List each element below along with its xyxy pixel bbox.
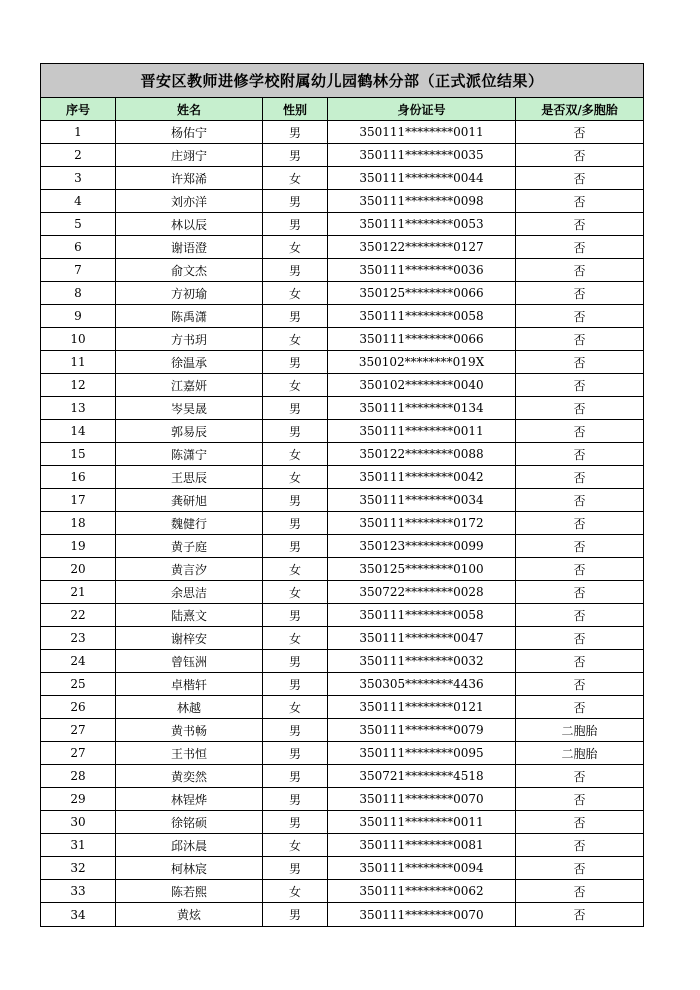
cell-index: 13 xyxy=(41,397,116,420)
cell-index: 29 xyxy=(41,788,116,811)
cell-gender: 男 xyxy=(263,788,328,811)
table-row xyxy=(41,190,644,213)
cell-gender: 男 xyxy=(263,512,328,535)
cell-name: 黄炫 xyxy=(116,903,263,927)
table-row xyxy=(41,397,644,420)
cell-id-card: 350125********0066 xyxy=(328,282,516,305)
cell-index: 32 xyxy=(41,857,116,880)
cell-id-card: 350111********0035 xyxy=(328,144,516,167)
cell-twins: 否 xyxy=(516,282,644,305)
table-row xyxy=(41,144,644,167)
cell-id-card: 350111********0058 xyxy=(328,305,516,328)
table-row xyxy=(41,420,644,443)
cell-gender: 男 xyxy=(263,121,328,144)
table-row xyxy=(41,719,644,742)
cell-gender: 男 xyxy=(263,857,328,880)
cell-twins: 否 xyxy=(516,466,644,489)
header-gender: 性别 xyxy=(263,98,328,121)
cell-index: 1 xyxy=(41,121,116,144)
cell-name: 方初瑜 xyxy=(116,282,263,305)
cell-index: 17 xyxy=(41,489,116,512)
cell-gender: 男 xyxy=(263,190,328,213)
table-row xyxy=(41,282,644,305)
cell-twins: 否 xyxy=(516,167,644,190)
cell-name: 林以辰 xyxy=(116,213,263,236)
cell-id-card: 350722********0028 xyxy=(328,581,516,604)
table-row xyxy=(41,604,644,627)
cell-index: 11 xyxy=(41,351,116,374)
header-twins: 是否双/多胞胎 xyxy=(516,98,644,121)
cell-index: 6 xyxy=(41,236,116,259)
table-row xyxy=(41,305,644,328)
cell-gender: 男 xyxy=(263,535,328,558)
cell-name: 许郑浠 xyxy=(116,167,263,190)
cell-index: 33 xyxy=(41,880,116,903)
cell-gender: 男 xyxy=(263,903,328,927)
cell-name: 谢语澄 xyxy=(116,236,263,259)
table-row xyxy=(41,673,644,696)
cell-twins: 否 xyxy=(516,259,644,282)
header-id-card: 身份证号 xyxy=(328,98,516,121)
cell-name: 王思辰 xyxy=(116,466,263,489)
cell-name: 魏健行 xyxy=(116,512,263,535)
table-row xyxy=(41,443,644,466)
cell-name: 方书玥 xyxy=(116,328,263,351)
cell-index: 4 xyxy=(41,190,116,213)
table-row xyxy=(41,351,644,374)
table-row xyxy=(41,903,644,927)
placement-table xyxy=(40,63,644,927)
cell-name: 柯林宸 xyxy=(116,857,263,880)
cell-index: 28 xyxy=(41,765,116,788)
cell-index: 12 xyxy=(41,374,116,397)
table-row xyxy=(41,167,644,190)
cell-index: 14 xyxy=(41,420,116,443)
table-body xyxy=(41,121,644,927)
cell-gender: 男 xyxy=(263,144,328,167)
cell-gender: 男 xyxy=(263,650,328,673)
cell-gender: 女 xyxy=(263,696,328,719)
cell-gender: 男 xyxy=(263,213,328,236)
cell-index: 26 xyxy=(41,696,116,719)
table-row xyxy=(41,535,644,558)
cell-id-card: 350111********0172 xyxy=(328,512,516,535)
cell-name: 杨佑宁 xyxy=(116,121,263,144)
cell-name: 陆熹文 xyxy=(116,604,263,627)
cell-index: 22 xyxy=(41,604,116,627)
cell-id-card: 350111********0042 xyxy=(328,466,516,489)
cell-gender: 男 xyxy=(263,742,328,765)
cell-twins: 否 xyxy=(516,351,644,374)
header-name: 姓名 xyxy=(116,98,263,121)
cell-id-card: 350111********0044 xyxy=(328,167,516,190)
cell-id-card: 350111********0134 xyxy=(328,397,516,420)
cell-name: 黄奕然 xyxy=(116,765,263,788)
cell-id-card: 350111********0062 xyxy=(328,880,516,903)
cell-index: 8 xyxy=(41,282,116,305)
cell-name: 徐铭硕 xyxy=(116,811,263,834)
cell-name: 卓楷轩 xyxy=(116,673,263,696)
cell-id-card: 350111********0070 xyxy=(328,788,516,811)
cell-twins: 二胞胎 xyxy=(516,719,644,742)
cell-id-card: 350111********0047 xyxy=(328,627,516,650)
cell-gender: 女 xyxy=(263,443,328,466)
cell-id-card: 350111********0081 xyxy=(328,834,516,857)
cell-index: 27 xyxy=(41,742,116,765)
cell-id-card: 350111********0098 xyxy=(328,190,516,213)
cell-id-card: 350102********019X xyxy=(328,351,516,374)
cell-twins: 否 xyxy=(516,857,644,880)
cell-name: 林越 xyxy=(116,696,263,719)
cell-gender: 女 xyxy=(263,558,328,581)
cell-gender: 女 xyxy=(263,236,328,259)
table-row xyxy=(41,466,644,489)
cell-gender: 女 xyxy=(263,581,328,604)
cell-twins: 否 xyxy=(516,374,644,397)
table-row xyxy=(41,374,644,397)
table-row xyxy=(41,788,644,811)
cell-twins: 否 xyxy=(516,604,644,627)
table-row xyxy=(41,696,644,719)
table-row xyxy=(41,328,644,351)
table-row xyxy=(41,650,644,673)
cell-id-card: 350111********0053 xyxy=(328,213,516,236)
cell-name: 江嘉妍 xyxy=(116,374,263,397)
table-row xyxy=(41,765,644,788)
cell-id-card: 350111********0095 xyxy=(328,742,516,765)
cell-index: 19 xyxy=(41,535,116,558)
cell-gender: 女 xyxy=(263,328,328,351)
cell-id-card: 350111********0070 xyxy=(328,903,516,927)
cell-id-card: 350111********0036 xyxy=(328,259,516,282)
cell-index: 27 xyxy=(41,719,116,742)
cell-id-card: 350111********0032 xyxy=(328,650,516,673)
cell-name: 陈若熙 xyxy=(116,880,263,903)
cell-id-card: 350122********0127 xyxy=(328,236,516,259)
cell-name: 黄书畅 xyxy=(116,719,263,742)
cell-index: 2 xyxy=(41,144,116,167)
cell-twins: 否 xyxy=(516,535,644,558)
table-row xyxy=(41,558,644,581)
cell-id-card: 350122********0088 xyxy=(328,443,516,466)
cell-twins: 否 xyxy=(516,834,644,857)
cell-twins: 否 xyxy=(516,213,644,236)
cell-index: 9 xyxy=(41,305,116,328)
cell-gender: 男 xyxy=(263,673,328,696)
cell-twins: 否 xyxy=(516,121,644,144)
cell-index: 10 xyxy=(41,328,116,351)
cell-twins: 否 xyxy=(516,627,644,650)
cell-index: 31 xyxy=(41,834,116,857)
cell-id-card: 350721********4518 xyxy=(328,765,516,788)
cell-name: 庄翊宁 xyxy=(116,144,263,167)
cell-name: 徐温承 xyxy=(116,351,263,374)
cell-twins: 否 xyxy=(516,788,644,811)
cell-id-card: 350102********0040 xyxy=(328,374,516,397)
table-row xyxy=(41,742,644,765)
cell-gender: 女 xyxy=(263,880,328,903)
cell-twins: 否 xyxy=(516,581,644,604)
cell-index: 18 xyxy=(41,512,116,535)
cell-twins: 否 xyxy=(516,443,644,466)
cell-twins: 否 xyxy=(516,305,644,328)
cell-name: 黄子庭 xyxy=(116,535,263,558)
cell-id-card: 350111********0034 xyxy=(328,489,516,512)
cell-twins: 否 xyxy=(516,811,644,834)
cell-twins: 否 xyxy=(516,880,644,903)
cell-id-card: 350123********0099 xyxy=(328,535,516,558)
cell-twins: 否 xyxy=(516,489,644,512)
cell-twins: 否 xyxy=(516,512,644,535)
cell-gender: 女 xyxy=(263,374,328,397)
cell-twins: 否 xyxy=(516,420,644,443)
cell-name: 邱沐晨 xyxy=(116,834,263,857)
cell-name: 郭易辰 xyxy=(116,420,263,443)
cell-gender: 男 xyxy=(263,489,328,512)
cell-name: 岑昊晟 xyxy=(116,397,263,420)
cell-index: 34 xyxy=(41,903,116,927)
cell-name: 俞文杰 xyxy=(116,259,263,282)
cell-id-card: 350111********0011 xyxy=(328,811,516,834)
cell-twins: 否 xyxy=(516,397,644,420)
cell-name: 王书恒 xyxy=(116,742,263,765)
table-row xyxy=(41,857,644,880)
cell-name: 陈禹潇 xyxy=(116,305,263,328)
cell-id-card: 350111********0011 xyxy=(328,121,516,144)
cell-gender: 男 xyxy=(263,259,328,282)
cell-id-card: 350305********4436 xyxy=(328,673,516,696)
cell-twins: 否 xyxy=(516,236,644,259)
cell-gender: 女 xyxy=(263,167,328,190)
cell-twins: 否 xyxy=(516,673,644,696)
cell-gender: 女 xyxy=(263,834,328,857)
cell-index: 23 xyxy=(41,627,116,650)
cell-twins: 否 xyxy=(516,144,644,167)
cell-name: 刘亦洋 xyxy=(116,190,263,213)
cell-twins: 否 xyxy=(516,765,644,788)
cell-gender: 男 xyxy=(263,397,328,420)
cell-twins: 否 xyxy=(516,650,644,673)
cell-twins: 否 xyxy=(516,328,644,351)
cell-gender: 男 xyxy=(263,604,328,627)
table-row xyxy=(41,213,644,236)
table-row xyxy=(41,581,644,604)
cell-twins: 否 xyxy=(516,190,644,213)
cell-index: 5 xyxy=(41,213,116,236)
cell-twins: 否 xyxy=(516,558,644,581)
table-row xyxy=(41,236,644,259)
cell-name: 谢梓安 xyxy=(116,627,263,650)
cell-twins: 二胞胎 xyxy=(516,742,644,765)
cell-index: 7 xyxy=(41,259,116,282)
cell-index: 25 xyxy=(41,673,116,696)
header-row xyxy=(41,98,644,121)
table-row xyxy=(41,627,644,650)
cell-index: 20 xyxy=(41,558,116,581)
cell-index: 15 xyxy=(41,443,116,466)
cell-gender: 男 xyxy=(263,420,328,443)
table-row xyxy=(41,512,644,535)
cell-id-card: 350111********0094 xyxy=(328,857,516,880)
cell-gender: 男 xyxy=(263,811,328,834)
cell-id-card: 350111********0058 xyxy=(328,604,516,627)
cell-id-card: 350111********0011 xyxy=(328,420,516,443)
cell-name: 黄言汐 xyxy=(116,558,263,581)
table-row xyxy=(41,834,644,857)
cell-id-card: 350125********0100 xyxy=(328,558,516,581)
cell-index: 30 xyxy=(41,811,116,834)
cell-twins: 否 xyxy=(516,696,644,719)
table-row xyxy=(41,121,644,144)
cell-gender: 女 xyxy=(263,282,328,305)
cell-id-card: 350111********0066 xyxy=(328,328,516,351)
table-row xyxy=(41,259,644,282)
cell-gender: 男 xyxy=(263,765,328,788)
cell-index: 24 xyxy=(41,650,116,673)
cell-gender: 女 xyxy=(263,627,328,650)
table-row xyxy=(41,880,644,903)
header-index: 序号 xyxy=(41,98,116,121)
cell-id-card: 350111********0121 xyxy=(328,696,516,719)
cell-id-card: 350111********0079 xyxy=(328,719,516,742)
cell-name: 余思洁 xyxy=(116,581,263,604)
table-title: 晋安区教师进修学校附属幼儿园鹤林分部（正式派位结果） xyxy=(41,64,644,98)
table-row xyxy=(41,811,644,834)
cell-index: 21 xyxy=(41,581,116,604)
cell-index: 3 xyxy=(41,167,116,190)
cell-name: 陈潇宁 xyxy=(116,443,263,466)
cell-gender: 男 xyxy=(263,305,328,328)
cell-name: 龚研旭 xyxy=(116,489,263,512)
cell-index: 16 xyxy=(41,466,116,489)
cell-gender: 女 xyxy=(263,466,328,489)
table-row xyxy=(41,489,644,512)
cell-twins: 否 xyxy=(516,903,644,927)
cell-gender: 男 xyxy=(263,719,328,742)
cell-name: 曾钰洲 xyxy=(116,650,263,673)
cell-name: 林锃烨 xyxy=(116,788,263,811)
cell-gender: 男 xyxy=(263,351,328,374)
